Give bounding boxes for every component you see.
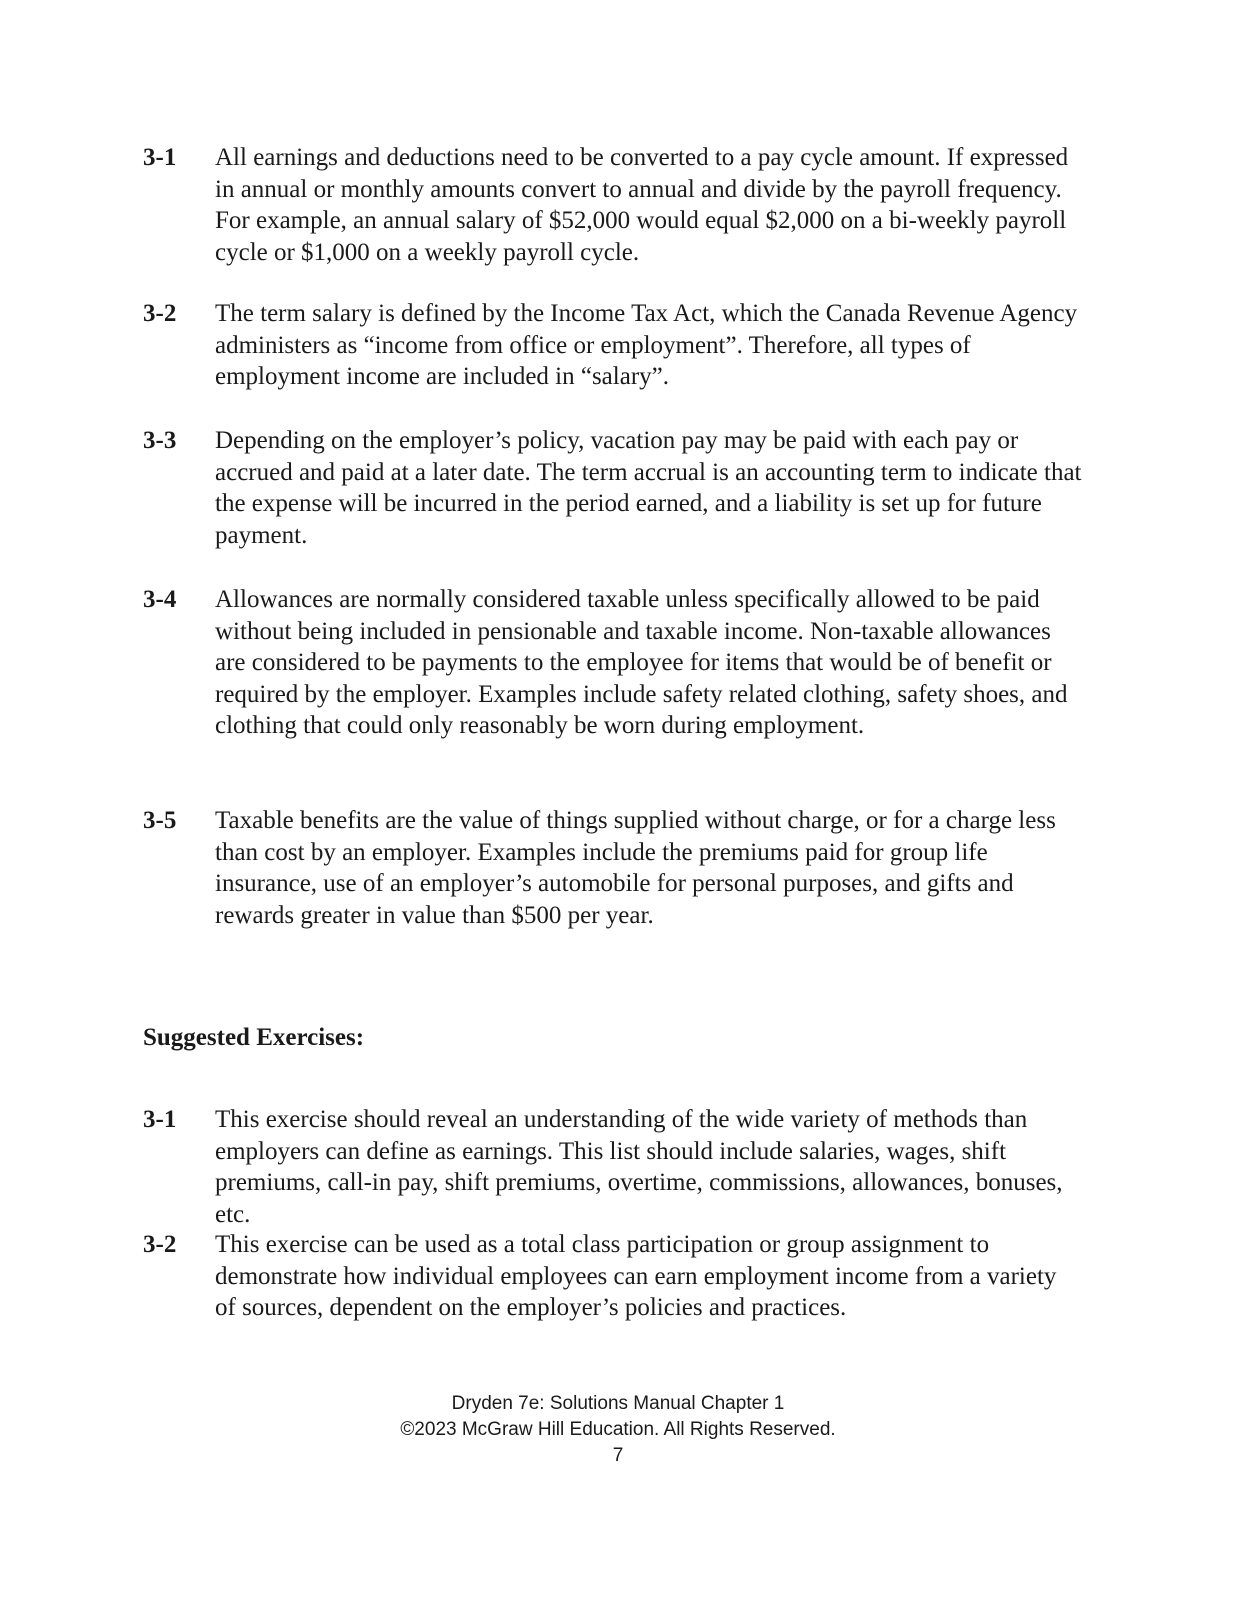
- page-number: 7: [612, 1445, 624, 1466]
- item-text: Depending on the employer’s policy, vacation pay may be paid with each pay or accrued and paid at a later date. The term accrual is an accounting term to indicate that the expense will be incurred in the period earned, and a liability is set up for future payment.: [215, 427, 1082, 549]
- review-answer-3-1: [143, 142, 1083, 268]
- review-answer-3-2: [143, 298, 1083, 393]
- suggested-exercise-3-2: [143, 1229, 1083, 1324]
- item-number: 3-4: [143, 586, 177, 613]
- item-number: 3-2: [143, 1231, 177, 1258]
- item-text: Allowances are normally considered taxable unless specifically allowed to be paid without being included in pensionable and taxable income. Non-taxable allowances are considered to be payments to the employee for items that would be of benefit or required by the employer. Examples include safety related clothing, safety shoes, and clothing that could only reasonably be worn during employment.: [215, 586, 1068, 739]
- item-number: 3-1: [143, 1106, 177, 1133]
- section-heading: Suggested Exercises:: [143, 1024, 365, 1051]
- item-number: 3-5: [143, 807, 177, 834]
- page-footer: [0, 1391, 1236, 1469]
- item-number: 3-1: [143, 144, 177, 171]
- item-text: The term salary is defined by the Income Tax Act, which the Canada Revenue Agency administers as “income from office or employment”. Therefore, all types of employment income are included in “salary”.: [215, 300, 1078, 390]
- review-answer-3-5: [143, 805, 1083, 931]
- item-number: 3-3: [143, 427, 177, 454]
- suggested-exercise-3-1: [143, 1104, 1083, 1230]
- item-text: All earnings and deductions need to be converted to a pay cycle amount. If expressed in annual or monthly amounts convert to annual and divide by the payroll frequency. For example, an annual salary of $52,000 would equal $2,000 on a bi-weekly payroll cycle or $1,000 on a weekly payroll cycle.: [215, 144, 1069, 266]
- item-number: 3-2: [143, 300, 177, 327]
- item-text: This exercise can be used as a total class participation or group assignment to demonstrate how individual employees can earn employment income from a variety of sources, dependent on the employer’s policies and practices.: [215, 1231, 1057, 1321]
- footer-copyright: ©2023 McGraw Hill Education. All Rights Reserved.: [400, 1419, 836, 1440]
- footer-title: Dryden 7e: Solutions Manual Chapter 1: [451, 1393, 785, 1414]
- item-text: Taxable benefits are the value of things supplied without charge, or for a charge less than cost by an employer. Examples include the premiums paid for group life insurance, use of an employer’s automobile for personal purposes, and gifts and rewards greater in value than $500 per year.: [215, 807, 1056, 929]
- review-answer-3-4: [143, 584, 1083, 742]
- review-answer-3-3: [143, 425, 1083, 551]
- item-text: This exercise should reveal an understanding of the wide variety of methods than employers can define as earnings. This list should include salaries, wages, shift premiums, call-in pay, shift premiums, overtime, commissions, allowances, bonuses, etc.: [215, 1106, 1063, 1228]
